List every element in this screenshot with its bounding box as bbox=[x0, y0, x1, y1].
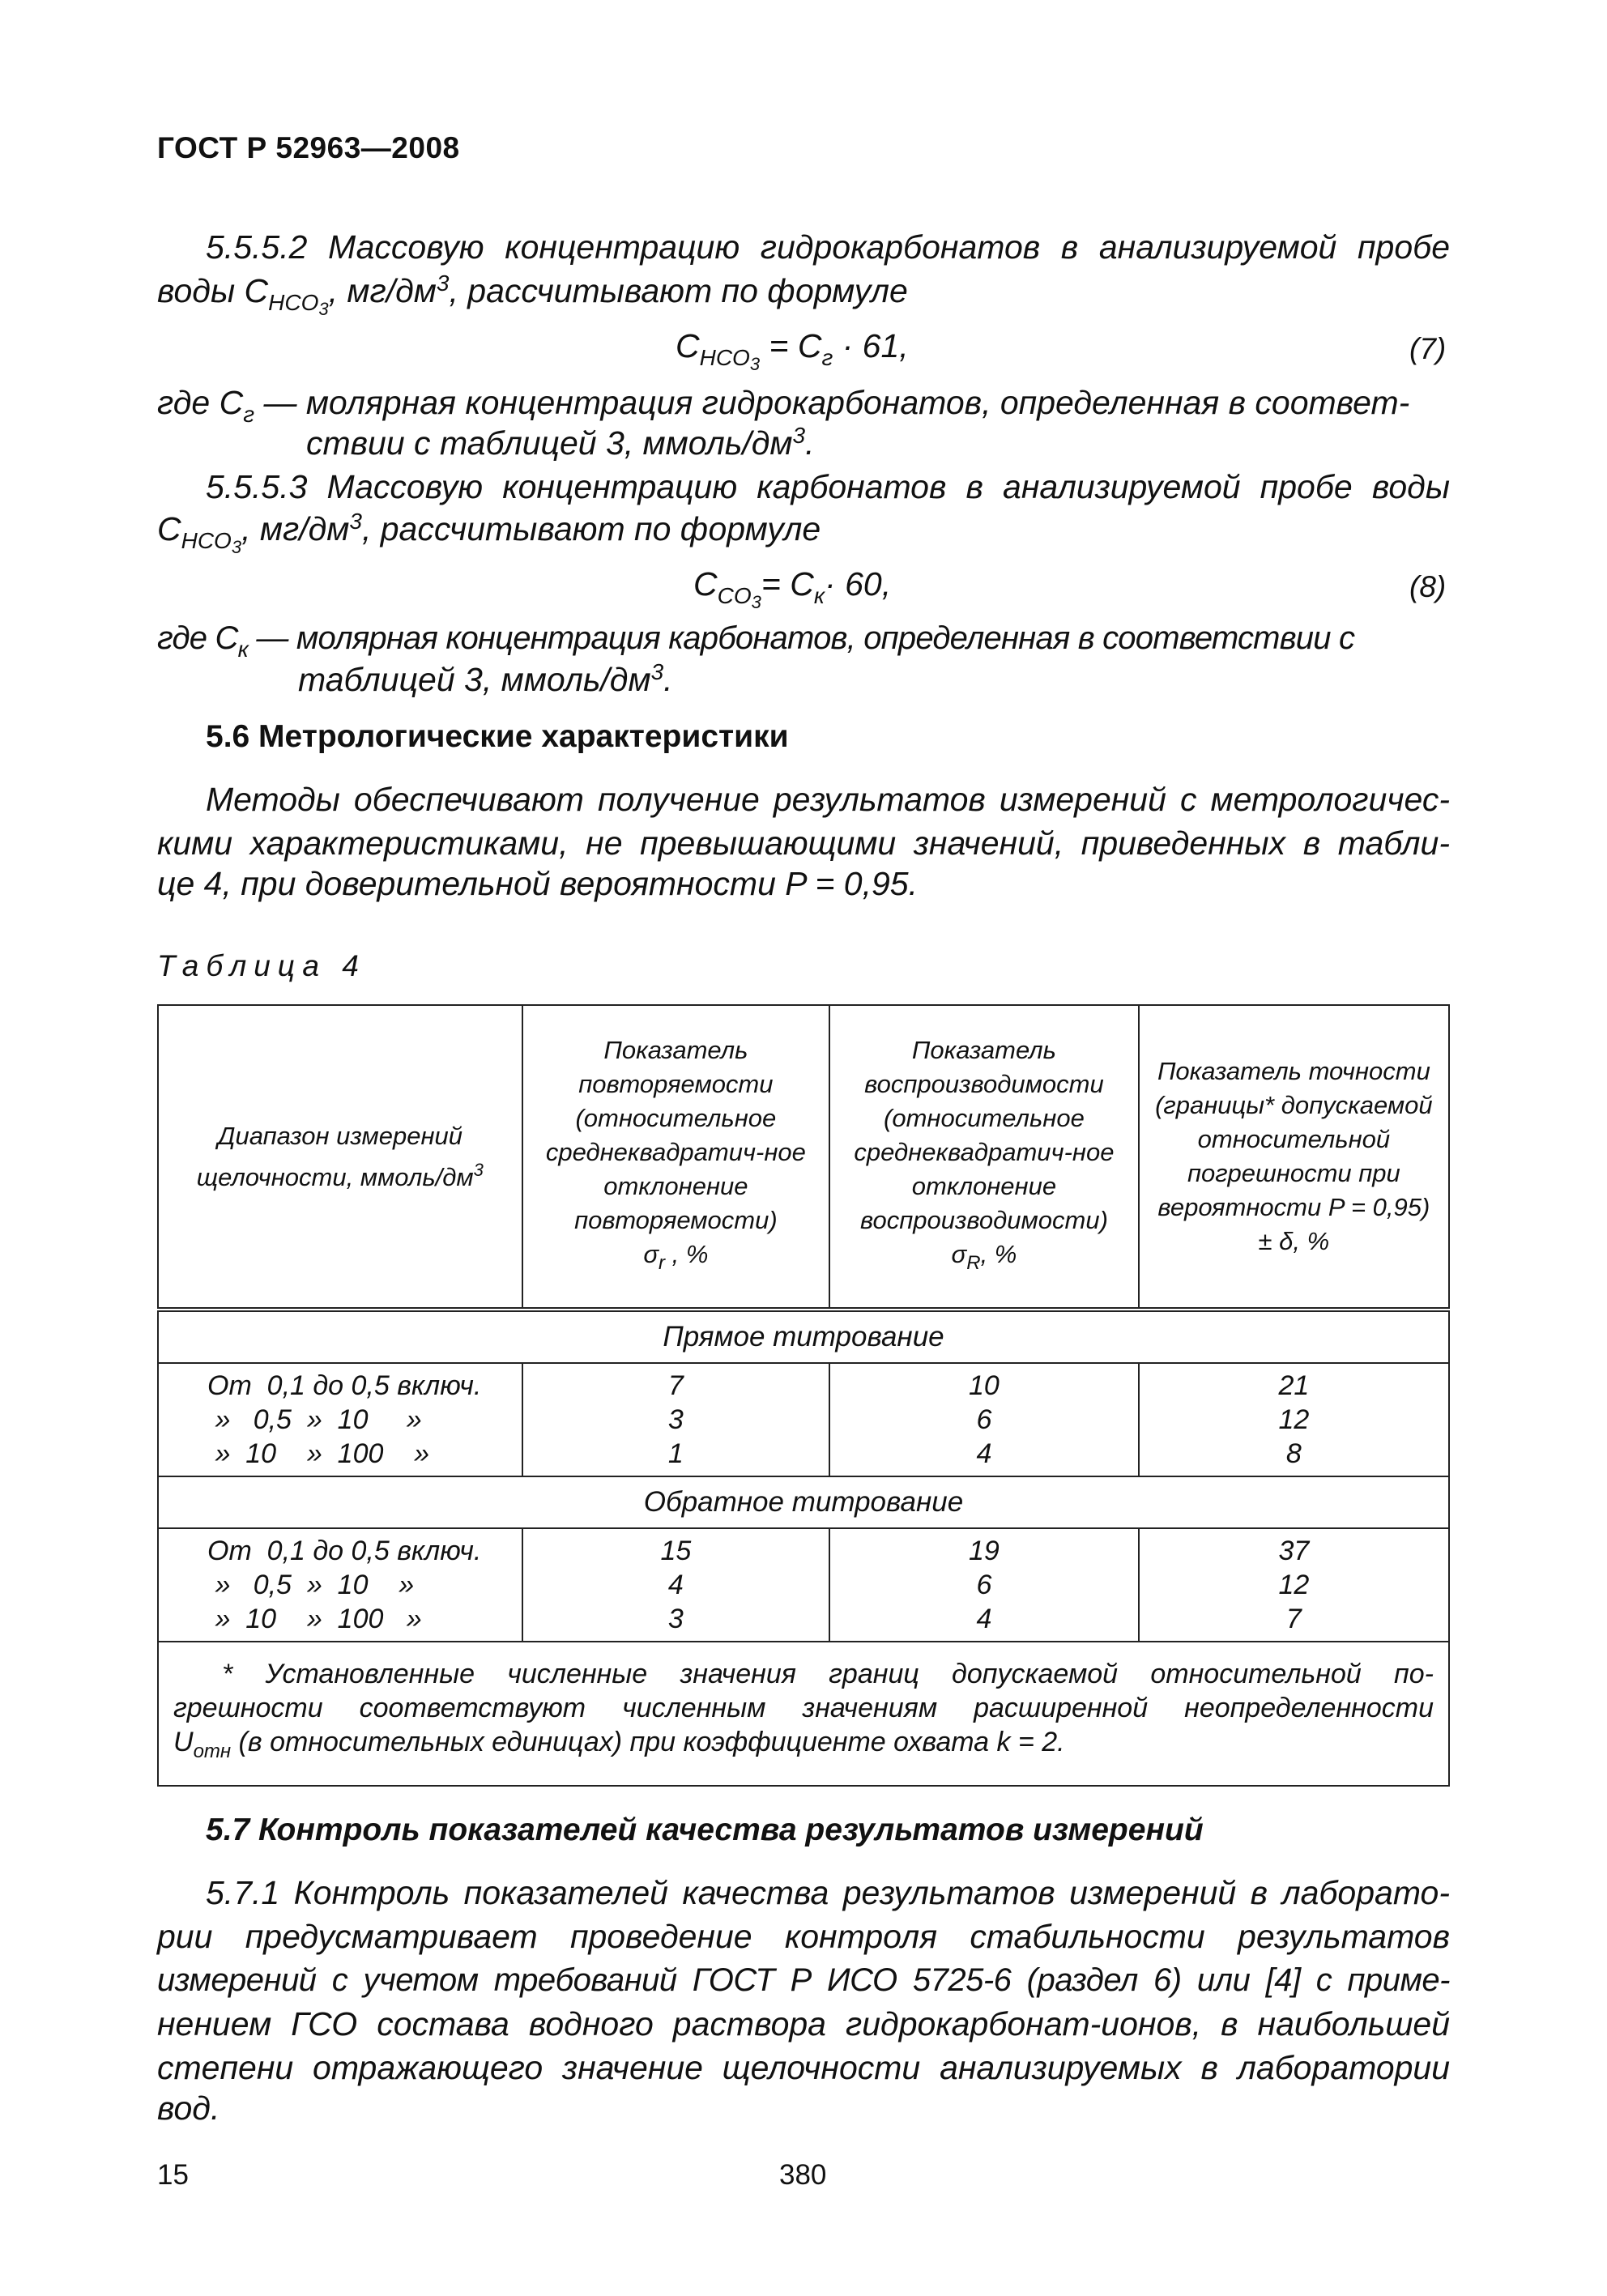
accuracy-cell: 37 12 7 bbox=[1139, 1528, 1449, 1642]
table-footnote-row bbox=[158, 1642, 1449, 1786]
page-number-left: 15 bbox=[157, 2159, 189, 2191]
group-row-direct bbox=[158, 1310, 1449, 1363]
formula-8-number: (8) bbox=[1409, 570, 1447, 603]
table-row bbox=[158, 1528, 1449, 1642]
repeatability-cell: 7 3 1 bbox=[522, 1363, 829, 1476]
table-4 bbox=[157, 1004, 1450, 1787]
paragraph-5-5-5-2-line2: воды $C_{HCO3}$, $мг/дм^3$, рассчитывают по формуле bbox=[157, 270, 908, 319]
range-cell: От 0,1 до 0,5 включ. » 0,5 » 10 » » 10 » 100 » bbox=[158, 1363, 522, 1476]
formula-7-explanation-line1: где $C_г$ — молярная концентрация гидрокарбонатов, определенная в соответ- bbox=[157, 384, 1410, 427]
section-5-7-line1: 5.7.1 Контроль показателей качества результатов измерений в лаборато- bbox=[206, 1874, 1450, 1911]
section-5-7-line3: измерений с учетом требований ГОСТ Р ИСО 5725-6 (раздел 6) или [4] с приме- bbox=[157, 1962, 1450, 1998]
document-header: ГОСТ Р 52963—2008 bbox=[157, 131, 460, 164]
formula-8-explanation-line1: где $C_к$ — молярная концентрация карбонатов, определенная в соответствии с bbox=[157, 620, 1355, 662]
group-reverse-label: Обратное титрование bbox=[158, 1476, 1449, 1528]
section-5-7-line4: нением ГСО состава водного раствора гидрокарбонат-ионов, в наибольшей bbox=[157, 2005, 1450, 2043]
table-footnote: * Установленные численные значения границ допускаемой относительной по- грешности соответствуют численным значениям расширенной неопределенности $U_{отн}$ (в относительных единицах) при коэффициенте охвата k = 2. bbox=[158, 1642, 1449, 1786]
header-repeatability: Показатель повторяемости (относительное среднеквадратич-ное отклонение повторяемости) $\sigma_r$ , % bbox=[522, 1005, 829, 1310]
repeatability-cell: 15 4 3 bbox=[522, 1528, 829, 1642]
range-cell: От 0,1 до 0,5 включ. » 0,5 » 10 » » 10 » 100 » bbox=[158, 1528, 522, 1642]
section-5-6-line3: це 4, при доверительной вероятности P = 0,95. bbox=[157, 865, 918, 902]
reproducibility-cell: 19 6 4 bbox=[829, 1528, 1139, 1642]
group-row-reverse bbox=[158, 1476, 1449, 1528]
formula-7-explanation-line2: ствии с таблицей 3, ммоль/$дм^3$. bbox=[306, 423, 815, 462]
header-range: Диапазон измерений щелочности, ммоль/$дм^3$ bbox=[158, 1005, 522, 1310]
section-5-6-title: 5.6 Метрологические характеристики bbox=[206, 719, 789, 754]
table-4-caption: Таблица 4 bbox=[157, 949, 366, 982]
formula-8: $C_{CO3}= C_к\cdot 60$, bbox=[693, 565, 892, 612]
formula-8-explanation-line2: таблицей 3, ммоль/$дм^3$. bbox=[298, 659, 673, 698]
section-5-7-line2: рии предусматривает проведение контроля стабильности результатов bbox=[157, 1918, 1450, 1955]
paragraph-5-5-5-3-line2: $C_{HCO3}$, $мг/дм^3$, рассчитывают по формуле bbox=[157, 509, 821, 557]
formula-7-number: (7) bbox=[1409, 332, 1447, 365]
section-5-7-line6: вод. bbox=[157, 2089, 220, 2127]
section-5-6-line1: Методы обеспечивают получение результатов измерений с метрологичес- bbox=[206, 781, 1450, 818]
paragraph-5-5-5-2-line1: 5.5.5.2 Массовую концентрацию гидрокарбонатов в анализируемой пробе bbox=[206, 228, 1450, 266]
section-5-7-title: 5.7 Контроль показателей качества результатов измерений bbox=[206, 1813, 1204, 1847]
table-header-row bbox=[158, 1005, 1449, 1310]
section-5-7-line5: степени отражающего значение щелочности анализируемых в лаборатории bbox=[157, 2049, 1450, 2086]
formula-7: $C_{HCO3} = C_г \cdot 61$, bbox=[676, 327, 909, 374]
reproducibility-cell: 10 6 4 bbox=[829, 1363, 1139, 1476]
header-reproducibility: Показатель воспроизводимости (относительное среднеквадратич-ное отклонение воспроизводимости) $\sigma_R$, % bbox=[829, 1005, 1139, 1310]
group-direct-label: Прямое титрование bbox=[158, 1310, 1449, 1363]
section-5-6-line2: кими характеристиками, не превышающими значений, приведенных в табли- bbox=[157, 824, 1450, 862]
table-row bbox=[158, 1363, 1449, 1476]
paragraph-5-5-5-3-line1: 5.5.5.3 Массовую концентрацию карбонатов в анализируемой пробе воды bbox=[206, 468, 1450, 505]
accuracy-cell: 21 12 8 bbox=[1139, 1363, 1449, 1476]
header-accuracy: Показатель точности (границы* допускаемой относительной погрешности при вероятности P = 0,95) ± δ, % bbox=[1139, 1005, 1449, 1310]
page-number-center: 380 bbox=[779, 2159, 827, 2191]
